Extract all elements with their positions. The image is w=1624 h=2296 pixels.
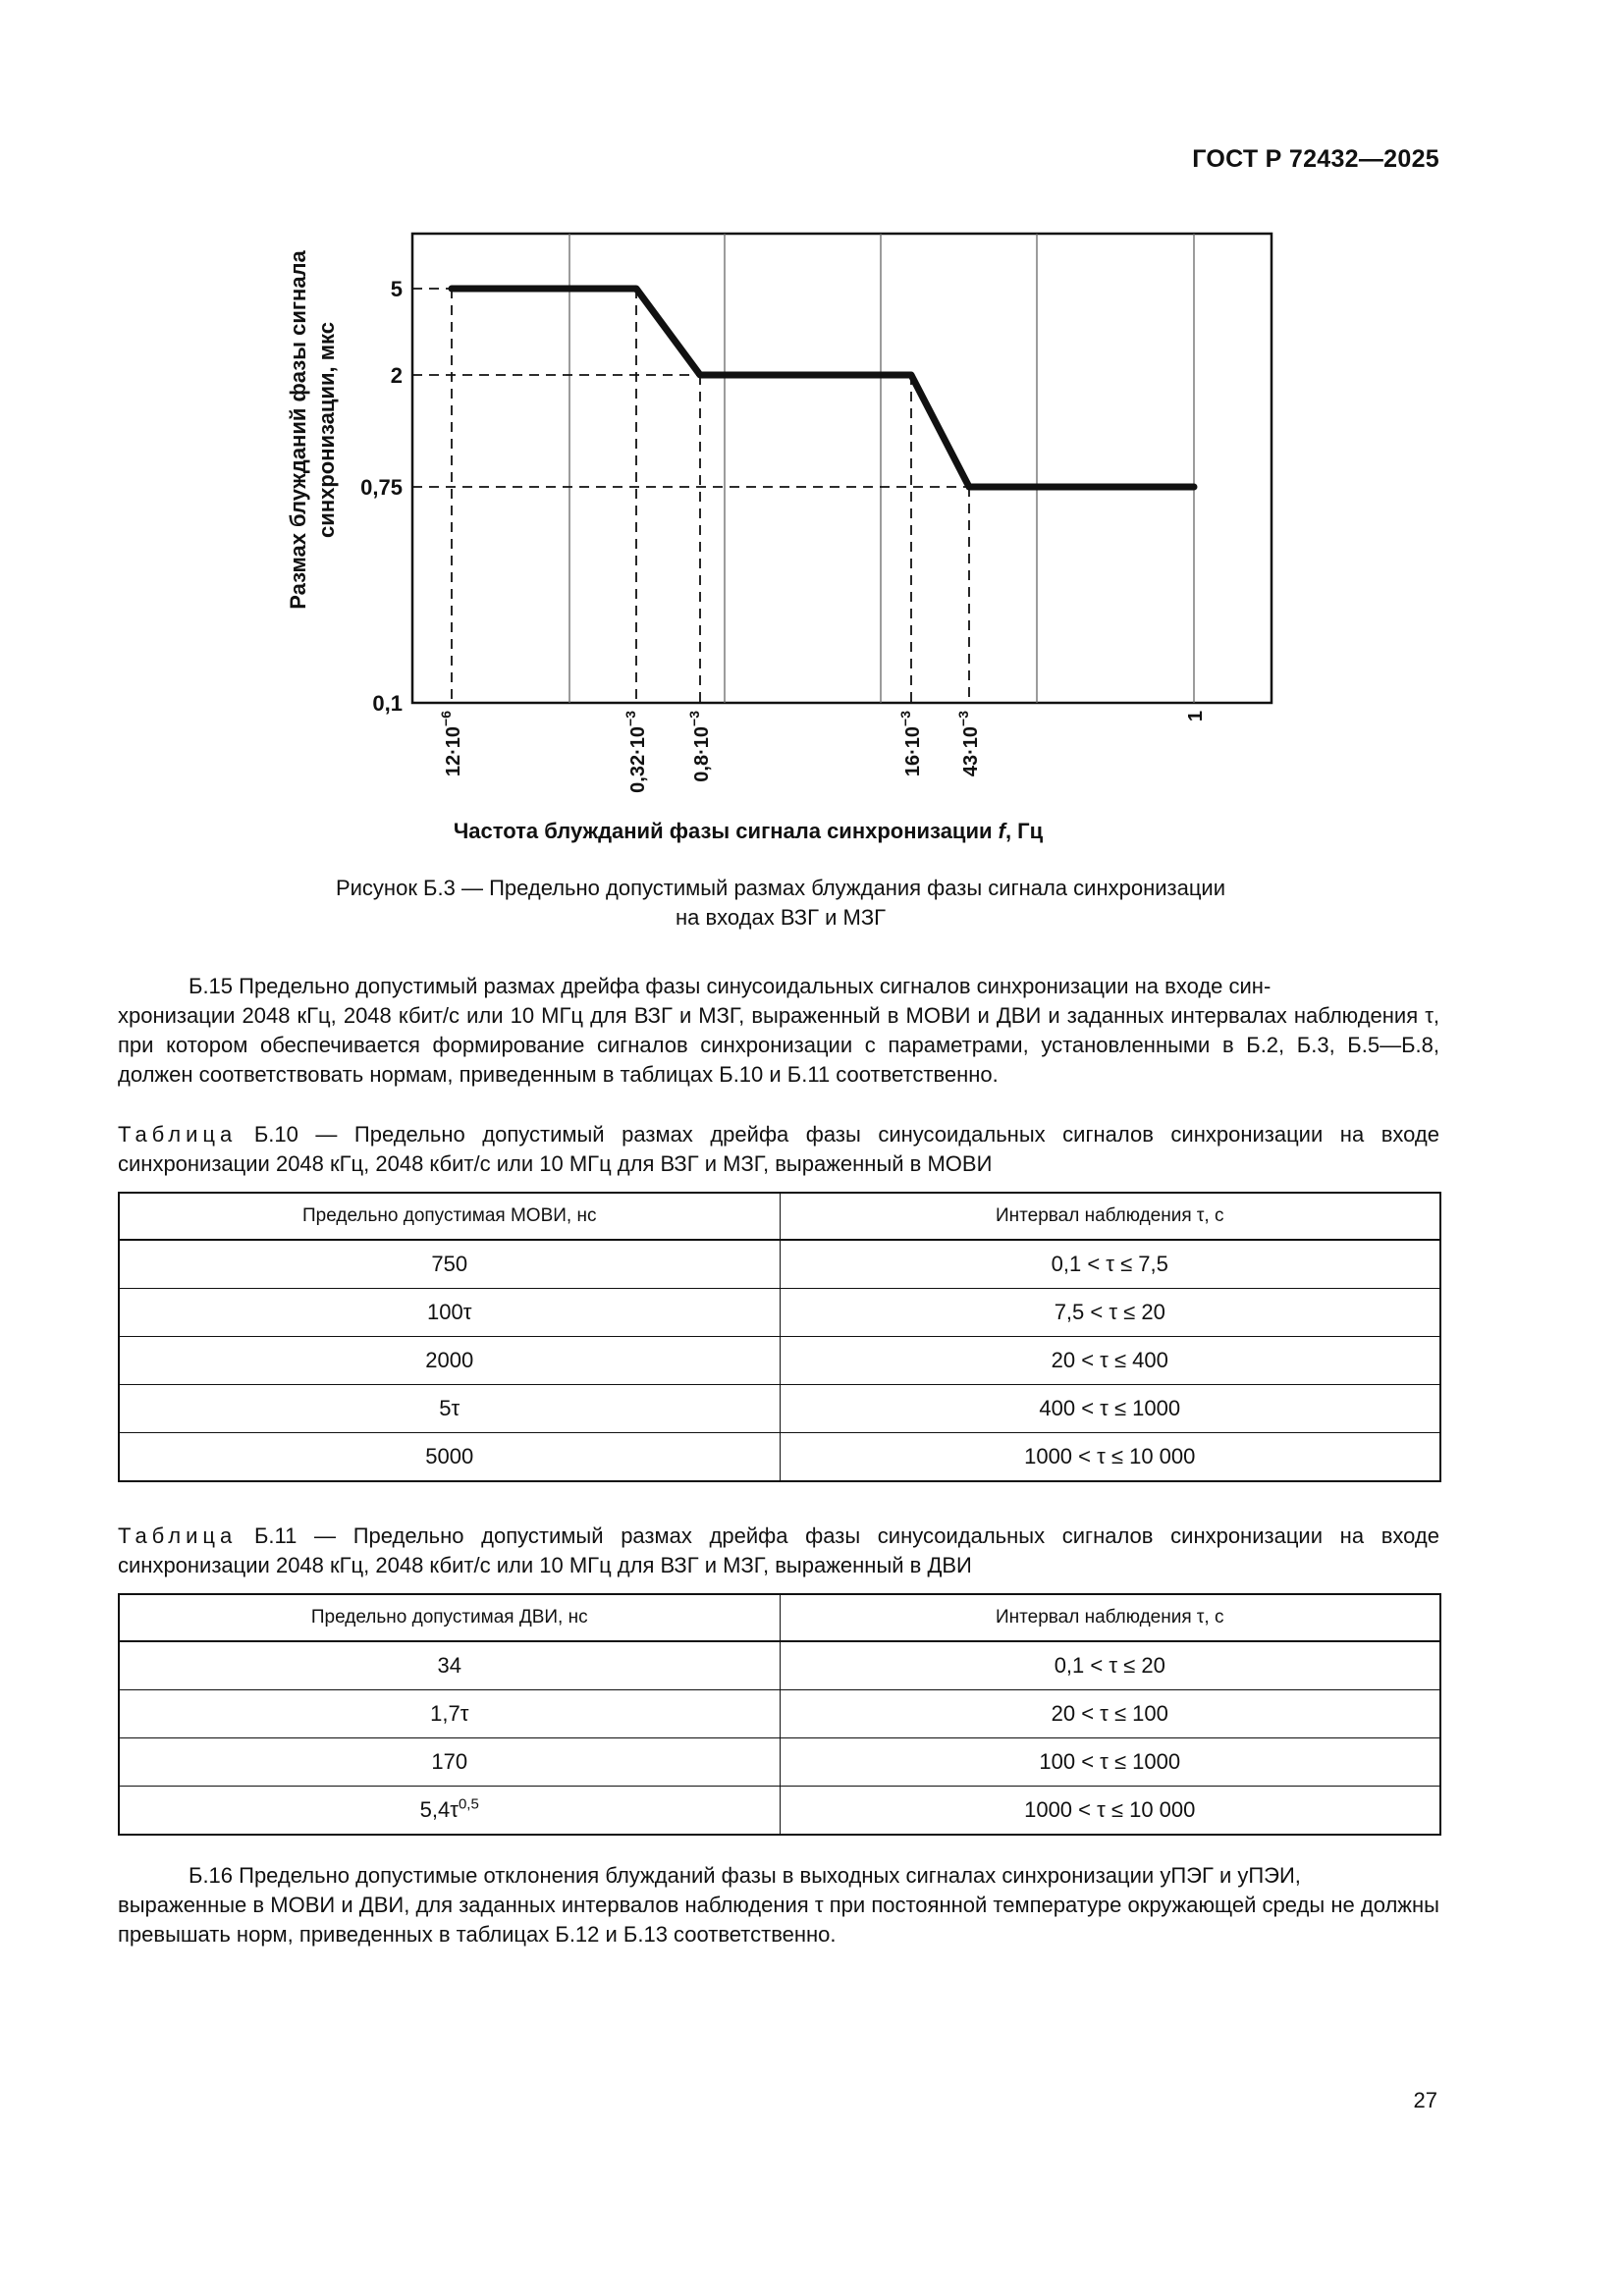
cell-value: 5,4τ (419, 1797, 459, 1822)
x-tick-label: $0,32\cdot 10^{-3}$ (623, 711, 649, 793)
table-cell: 1000 < τ ≤ 10 000 (780, 1787, 1440, 1836)
table10-header-movi: Предельно допустимая МОВИ, нс (119, 1193, 780, 1240)
table-cell: 2000 (119, 1337, 780, 1385)
table-cell: 100 < τ ≤ 1000 (780, 1738, 1440, 1787)
dashed-reference-lines (412, 289, 969, 703)
table-row (119, 1433, 1440, 1482)
table10-title: Б.10 — Предельно допустимый размах дрейфа фазы синусоидальных сигналов синхронизации на входе синхронизации 2048 кГц, 2048 кбит/с или 10 МГц для ВЗГ и МЗГ, выраженный в МОВИ (118, 1122, 1439, 1176)
table-row (119, 1240, 1440, 1289)
table10-header-interval: Интервал наблюдения τ, с (780, 1193, 1440, 1240)
x-tick-label: $43\cdot 10^{-3}$ (955, 711, 982, 777)
limit-curve (452, 289, 1194, 487)
table-cell (119, 1787, 780, 1836)
y-tick-label: 0,1 (372, 691, 403, 716)
phase-wander-chart (0, 0, 1624, 883)
paragraph-b16-intro: Б.16 Предельно допустимые отклонения блужданий фазы в выходных сигналах синхронизации уПЭГ и уПЭИ, (189, 1863, 1301, 1888)
figure-caption-line1: Рисунок Б.3 — Предельно допустимый размах блуждания фазы сигнала синхронизации (335, 876, 1226, 900)
plot-frame (412, 234, 1272, 703)
table-row (119, 1641, 1440, 1690)
table-cell: 5000 (119, 1433, 780, 1482)
x-tick-label: $12\cdot 10^{-6}$ (438, 711, 464, 777)
table11-title: Б.11 — Предельно допустимый размах дрейфа фазы синусоидальных сигналов синхронизации на входе синхронизации 2048 кГц, 2048 кбит/с или 10 МГц для ВЗГ и МЗГ, выраженный в ДВИ (118, 1523, 1439, 1577)
y-tick-label: 0,75 (360, 475, 403, 500)
table10-label: Таблица (118, 1122, 238, 1147)
table-cell: 0,1 < τ ≤ 20 (780, 1641, 1440, 1690)
table11-label: Таблица (118, 1523, 238, 1548)
table-b11 (118, 1593, 1441, 1836)
table10-caption (118, 1120, 1439, 1179)
y-tick-label: 5 (390, 277, 403, 301)
table-row (119, 1289, 1440, 1337)
x-tick-label: 1 (1185, 711, 1207, 722)
cell-exponent: 0,5 (458, 1795, 479, 1813)
table-row (119, 1738, 1440, 1787)
paragraph-b15 (118, 972, 1439, 1090)
table-cell: 5τ (119, 1385, 780, 1433)
table-cell: 1,7τ (119, 1690, 780, 1738)
paragraph-b16-body: выраженные в МОВИ и ДВИ, для заданных интервалов наблюдения τ при постоянной температуре окружающей среды не должны превышать норм, приведенных в таблицах Б.12 и Б.13 соответственно. (118, 1893, 1439, 1947)
paragraph-b16 (118, 1861, 1439, 1949)
x-tick-label: $0,8\cdot 10^{-3}$ (686, 711, 713, 782)
table-b10 (118, 1192, 1441, 1482)
table-cell: 34 (119, 1641, 780, 1690)
table-row (119, 1385, 1440, 1433)
figure-caption (118, 874, 1443, 933)
paragraph-b15-body: хронизации 2048 кГц, 2048 кбит/с или 10 МГц для ВЗГ и МЗГ, выраженный в МОВИ и ДВИ и заданных интервалах наблюдения τ, при котором обеспечивается формирование сигналов синхронизации с параметрами, установленными в Б.2, Б.3, Б.5—Б.8, должен соответствовать нормам, приведенным в таблицах Б.10 и Б.11 соответственно. (118, 1003, 1439, 1087)
table-cell: 400 < τ ≤ 1000 (780, 1385, 1440, 1433)
table11-header-interval: Интервал наблюдения τ, с (780, 1594, 1440, 1641)
table-cell: 0,1 < τ ≤ 7,5 (780, 1240, 1440, 1289)
table11-header-dvi: Предельно допустимая ДВИ, нс (119, 1594, 780, 1641)
table11-caption (118, 1522, 1439, 1580)
table-row (119, 1337, 1440, 1385)
table-cell: 100τ (119, 1289, 780, 1337)
table-cell: 170 (119, 1738, 780, 1787)
table-row (119, 1787, 1440, 1836)
table-row (119, 1690, 1440, 1738)
table-cell: 1000 < τ ≤ 10 000 (780, 1433, 1440, 1482)
table-cell: 20 < τ ≤ 400 (780, 1337, 1440, 1385)
x-axis-label: Частота блужданий фазы сигнала синхронизации f, Гц (453, 819, 1044, 843)
table-cell: 7,5 < τ ≤ 20 (780, 1289, 1440, 1337)
paragraph-b15-intro: Б.15 Предельно допустимый размах дрейфа фазы синусоидальных сигналов синхронизации на входе син- (189, 974, 1272, 998)
table-cell: 750 (119, 1240, 780, 1289)
table-cell: 20 < τ ≤ 100 (780, 1690, 1440, 1738)
page-number: 27 (1413, 2088, 1437, 2112)
y-tick-label: 2 (390, 363, 403, 388)
y-axis-label-line1: Размах блужданий фазы сигнала (286, 250, 310, 610)
vertical-gridlines (569, 234, 1194, 703)
y-axis-label-line2: синхронизации, мкс (314, 322, 339, 538)
document-id: ГОСТ Р 72432—2025 (1192, 145, 1439, 173)
x-tick-label: $16\cdot 10^{-3}$ (897, 711, 924, 777)
figure-caption-line2: на входах ВЗГ и МЗГ (675, 905, 887, 930)
